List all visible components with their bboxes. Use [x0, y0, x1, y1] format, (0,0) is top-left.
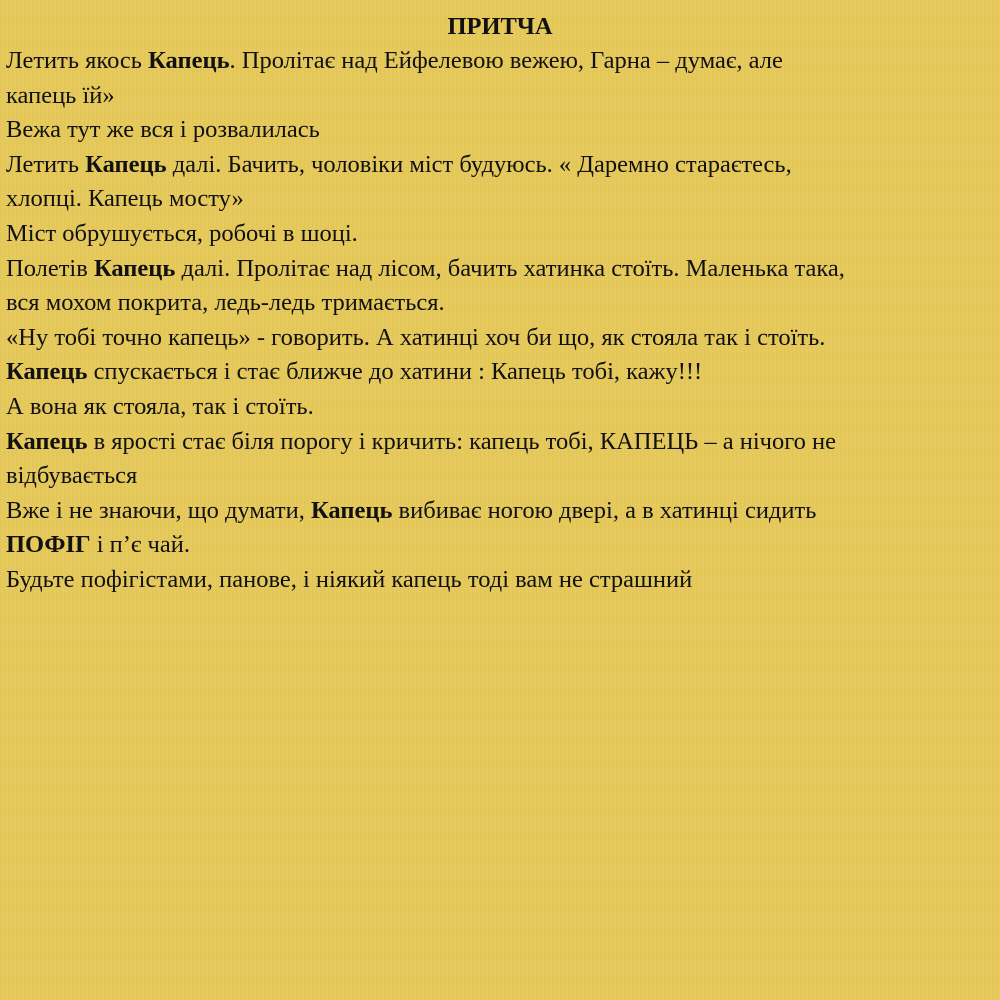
story-bold-name: Капець: [6, 427, 88, 455]
story-bold-name: ПОФІГ: [6, 531, 91, 559]
story-text: Летить якось: [6, 47, 149, 74]
story-paragraph-11: [6, 563, 994, 598]
story-text: Міст обрушується, робочі в шоці.: [6, 219, 358, 247]
story-text: Будьте пофігістами, панове, і ніякий капець тоді вам не страшний: [6, 565, 693, 593]
story-text: хлопці. Капець мосту»: [6, 185, 244, 213]
story-text: відбувається: [6, 462, 138, 490]
story-text: Вже і не знаючи, що думати,: [6, 496, 311, 524]
story-text: далі. Бачить, чоловіки міст будуюсь. « Даремно стараєтесь,: [166, 150, 792, 178]
story-text: і п’є чай.: [90, 531, 190, 559]
story-text: Летить: [6, 150, 86, 178]
story-paragraph-5: [6, 252, 994, 321]
story-text: «Ну тобі точно капець» - говорить. А хатинці хоч би що, як стояла так і стоїть.: [6, 323, 826, 351]
story-text: Вежа тут же вся і розвалилась: [6, 116, 320, 144]
story-text: в ярості стає біля порогу і кричить: капець тобі, КАПЕЦЬ – а нічого не: [87, 427, 837, 455]
story-text: капець їй»: [6, 81, 115, 109]
story-text: вся мохом покрита, ледь-ледь тримається.: [6, 289, 445, 317]
story-text: Полетів: [6, 254, 94, 282]
story-bold-name: Капець: [85, 150, 167, 178]
story-bold-name: Капець: [148, 47, 230, 74]
story-text: А вона як стояла, так і стоїть.: [6, 392, 314, 420]
story-bold-name: Капець: [310, 496, 393, 524]
story-paragraph-8: [6, 390, 994, 425]
story-paragraph-6: [6, 321, 994, 356]
story-paragraph-3: [6, 148, 994, 217]
story-bold-name: Капець: [93, 254, 176, 282]
story-text: далі. Пролітає над лісом, бачить хатинка стоїть. Маленька така,: [175, 254, 845, 282]
story-paragraph-2: [6, 113, 994, 148]
story-paragraph-10: [6, 494, 994, 563]
story-body: [6, 44, 994, 598]
story-paragraph-7: [6, 355, 994, 390]
story-text: спускається і стає ближче до хатини : Капець тобі, кажу!!!: [87, 358, 703, 386]
document-title: ПРИТЧА: [447, 13, 553, 40]
story-text: . Пролітає над Ейфелевою вежею, Гарна – думає, але: [229, 47, 783, 74]
story-text: вибиває ногою двері, а в хатинці сидить: [392, 496, 817, 524]
story-paragraph-9: [6, 425, 994, 494]
story-paragraph-4: [6, 217, 994, 252]
story-bold-name: Капець: [6, 358, 88, 386]
story-paragraph-1: [6, 44, 994, 113]
